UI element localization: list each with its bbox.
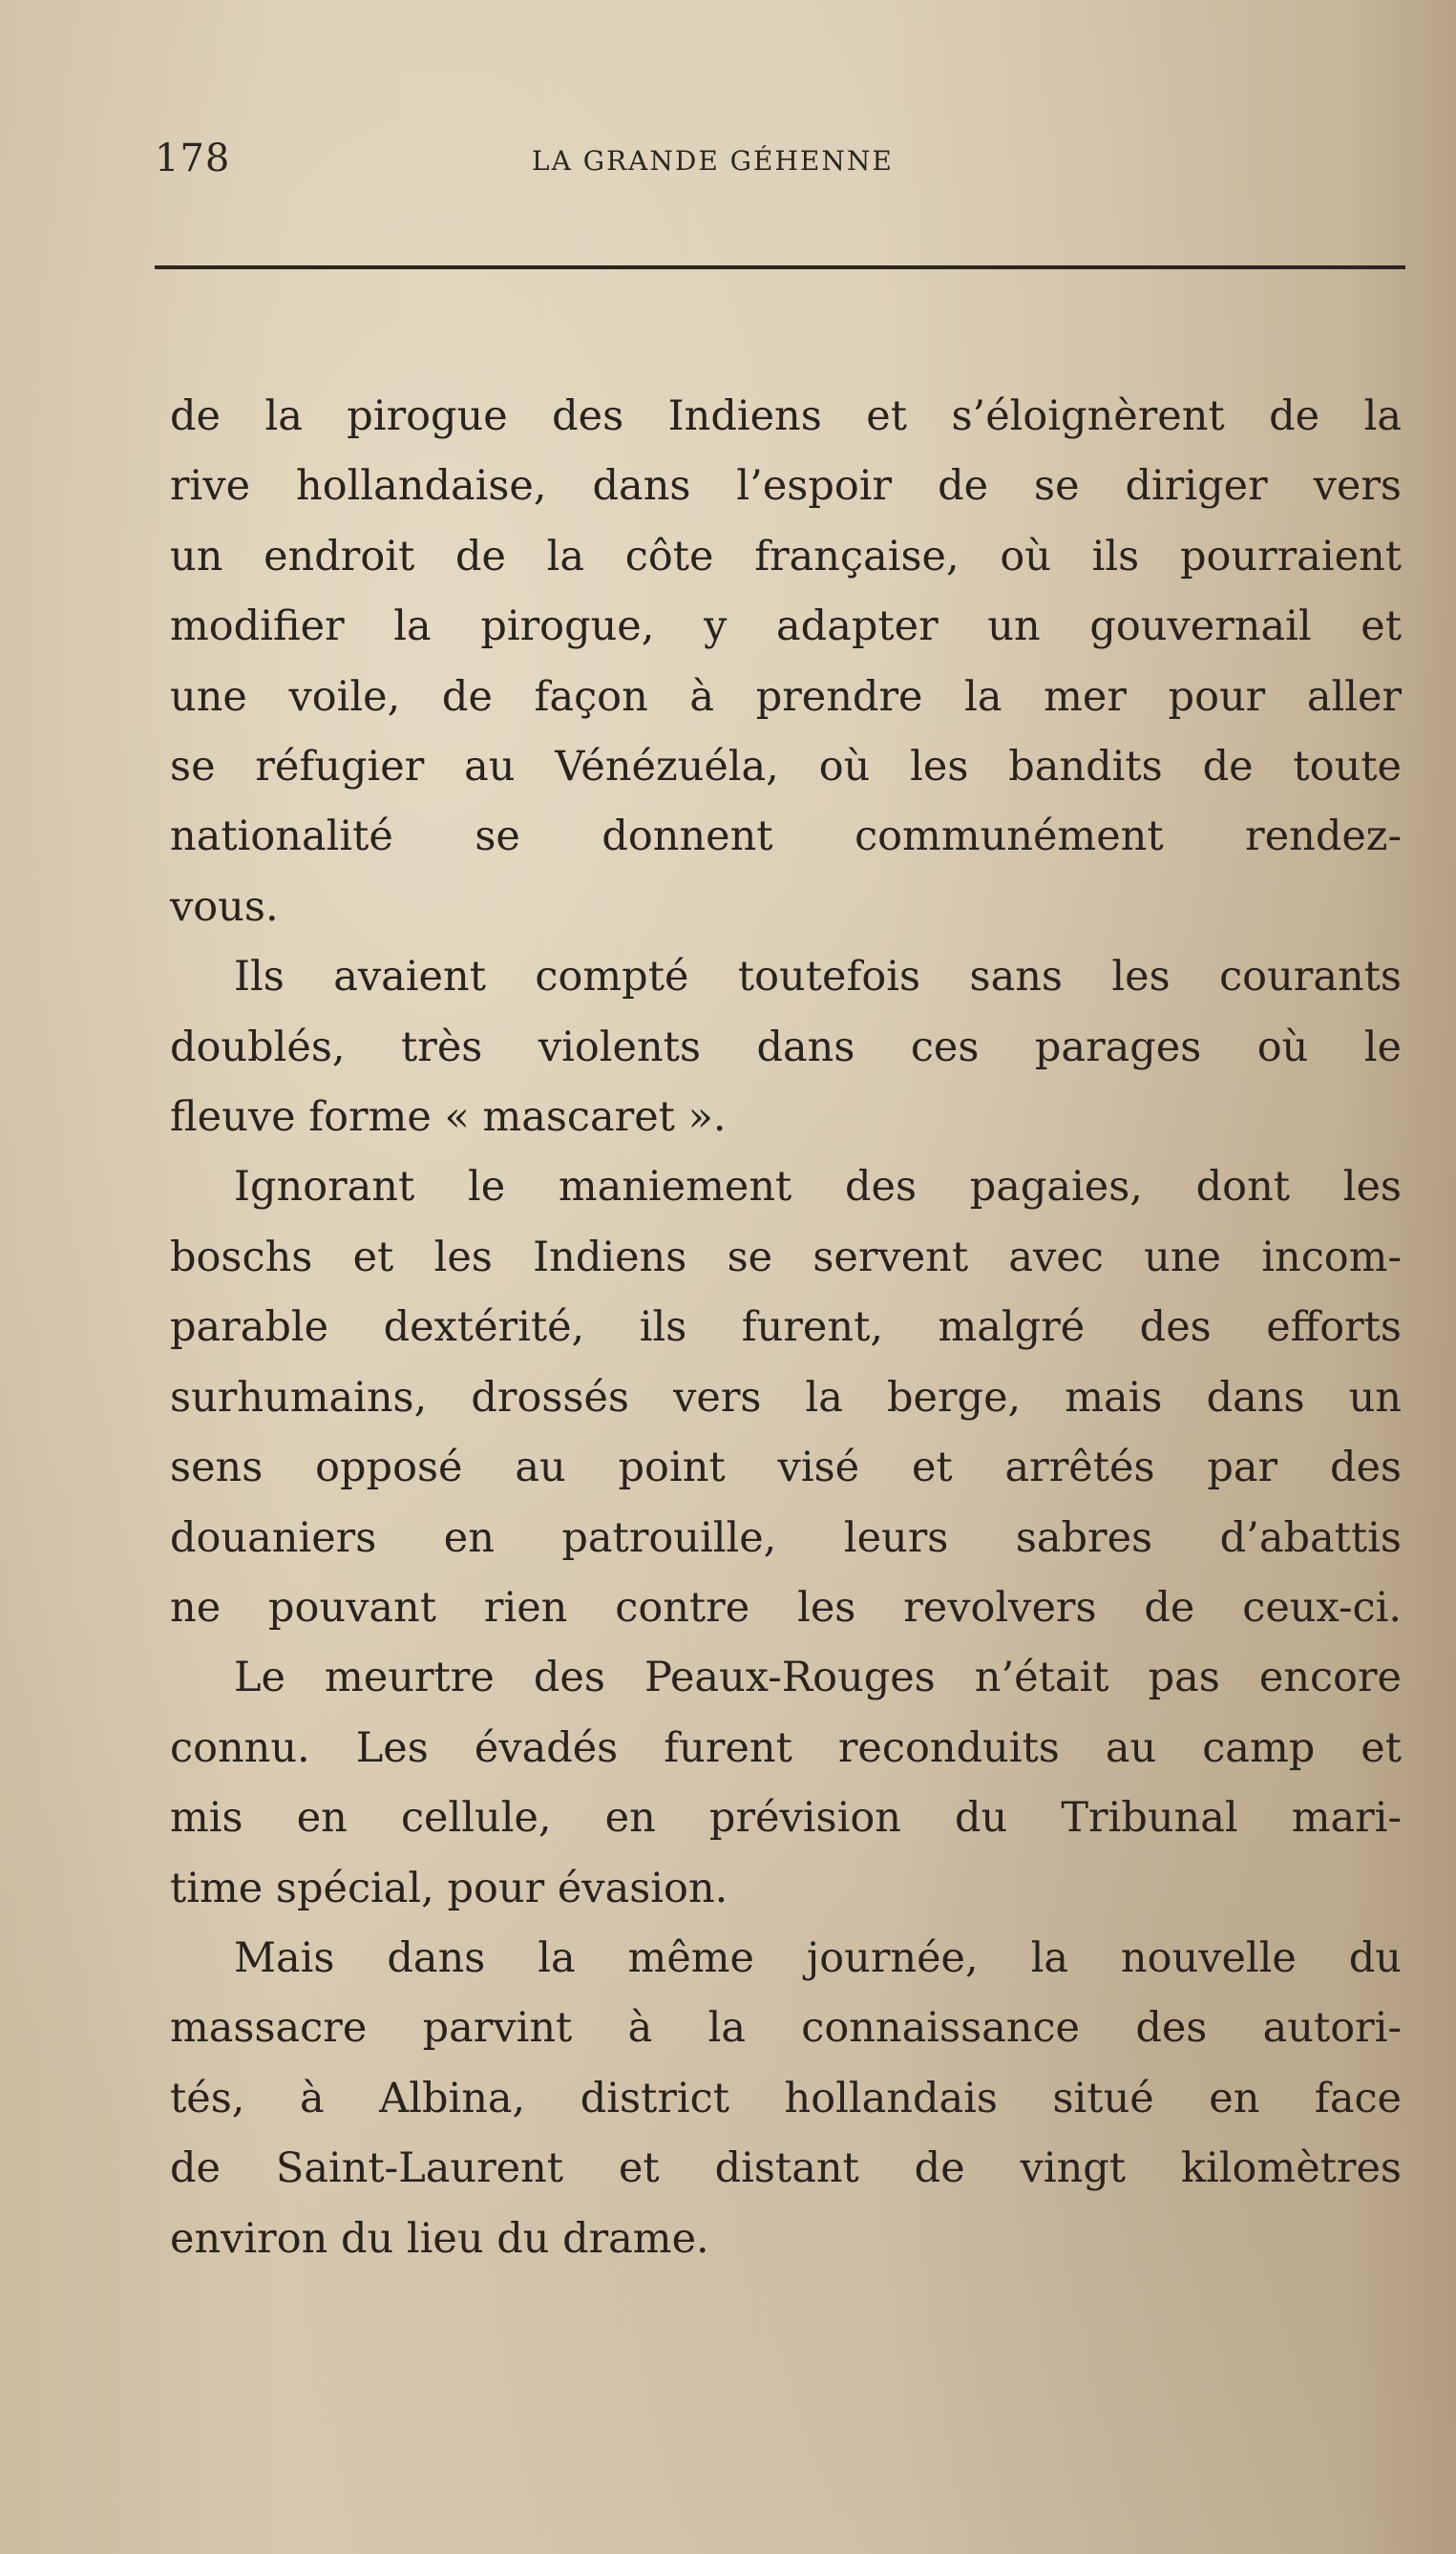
- header-rule: [155, 265, 1405, 269]
- page-number: 178: [155, 137, 231, 180]
- text-line: ne pouvant rien contre les revolvers de ceux-ci.: [170, 1583, 1402, 1632]
- text-line: connu. Les évadés furent reconduits au camp et: [170, 1723, 1402, 1772]
- text-line: une voile, de façon à prendre la mer pour aller: [170, 672, 1402, 721]
- text-line: tés, à Albina, district hollandais situé en face: [170, 2074, 1402, 2122]
- text-line: Mais dans la même journée, la nouvelle du: [234, 1933, 1402, 1982]
- body-text: [170, 382, 1402, 2274]
- text-line: time spécial, pour évasion.: [170, 1864, 728, 1912]
- text-line: sens opposé au point visé et arrêtés par des: [170, 1444, 1402, 1492]
- text-line: nationalité se donnent communément rendez-: [170, 813, 1402, 861]
- text-line: massacre parvint à la connaissance des autori-: [170, 2004, 1402, 2053]
- text-line: environ du lieu du drame.: [170, 2214, 709, 2263]
- text-line: mis en cellule, en prévision du Tribunal mari-: [170, 1794, 1402, 1843]
- text-line: surhumains, drossés vers la berge, mais dans un: [170, 1373, 1402, 1422]
- text-line: doublés, très violents dans ces parages où le: [170, 1023, 1402, 1071]
- text-line: vous.: [170, 882, 279, 931]
- text-line: douaniers en patrouille, leurs sabres d’abattis: [170, 1513, 1402, 1562]
- text-line: modifier la pirogue, y adapter un gouvernail et: [170, 602, 1402, 651]
- text-line: un endroit de la côte française, où ils pourraient: [170, 532, 1402, 580]
- text-line: de Saint-Laurent et distant de vingt kilomètres: [170, 2144, 1402, 2193]
- text-line: Ignorant le maniement des pagaies, dont les: [234, 1163, 1402, 1212]
- text-line: de la pirogue des Indiens et s’éloignèrent de la: [170, 392, 1402, 440]
- text-line: rive hollandaise, dans l’espoir de se diriger vers: [170, 462, 1402, 511]
- text-line: Ils avaient compté toutefois sans les courants: [234, 953, 1402, 1002]
- text-line: fleuve forme « mascaret ».: [170, 1093, 727, 1142]
- running-title: LA GRANDE GÉHENNE: [532, 145, 894, 177]
- text-line: se réfugier au Vénézuéla, où les bandits de toute: [170, 743, 1402, 792]
- text-line: Le meurtre des Peaux-Rouges n’était pas encore: [234, 1654, 1402, 1702]
- text-line: parable dextérité, ils furent, malgré des efforts: [170, 1303, 1402, 1352]
- text-line: boschs et les Indiens se servent avec une incom-: [170, 1233, 1402, 1281]
